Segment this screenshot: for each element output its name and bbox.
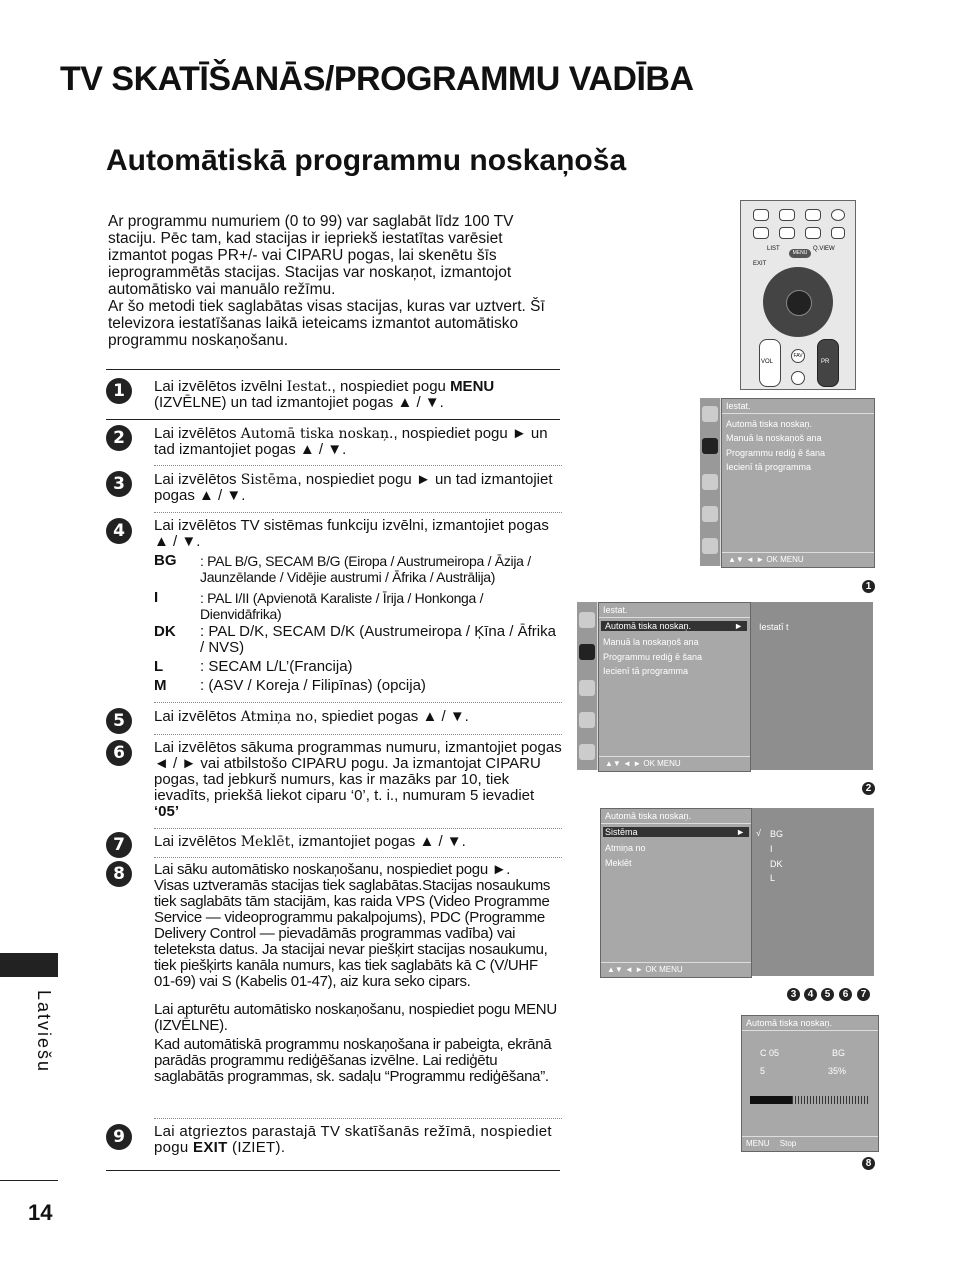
- audio-icon: [702, 474, 718, 490]
- divider: [154, 512, 562, 513]
- system-value: BG: [832, 1048, 846, 1058]
- figure-label: 1: [862, 580, 875, 593]
- page-number: 14: [28, 1200, 53, 1225]
- option-icon: [702, 538, 718, 554]
- fav-button: FAV: [791, 349, 805, 363]
- figure-label: 4: [804, 988, 817, 1001]
- system-l: L : SECAM L/L’(Francija): [154, 658, 353, 675]
- step-4: Lai izvēlētos TV sistēmas funkciju izvēlni, izmantojiet pogas ▲ / ▼.: [154, 517, 549, 550]
- progress-percent: 35%: [828, 1066, 847, 1076]
- vol-label: VOL: [761, 359, 774, 365]
- ok-button-icon: [786, 290, 812, 316]
- osd-footer: [742, 1136, 878, 1151]
- menu-item[interactable]: Manuā la noskaņoš ana: [726, 433, 822, 443]
- osd-screen-4: [741, 1015, 879, 1152]
- key-name: EXIT: [193, 1139, 228, 1156]
- menu-name: Sistēma: [240, 472, 298, 488]
- slow-button-icon: [805, 227, 821, 239]
- check-icon: √: [756, 828, 761, 838]
- menu-item[interactable]: Atmiņa no: [605, 843, 646, 853]
- osd-header: Iestat.: [599, 603, 750, 618]
- osd-submenu-panel: [751, 602, 873, 770]
- record-button-icon: [831, 209, 845, 221]
- menu-item[interactable]: Iecienī tā programma: [603, 666, 689, 676]
- exit-label: EXIT: [753, 261, 767, 267]
- page-title: TV SKATĪŠANĀS/PROGRAMMU VADĪBA: [60, 60, 694, 98]
- intro-text: [108, 213, 564, 349]
- step-1: Lai izvēlētos izvēlni Iestat., nospiediet pogu MENU (IZVĒLNE) un tad izmantojiet pogas ▲ / ▼.: [154, 378, 495, 411]
- play-button-icon: [779, 209, 795, 221]
- osd-screen-2: [598, 602, 751, 772]
- option-item[interactable]: DK: [770, 859, 783, 869]
- system-dk: DK : PAL D/K, SECAM D/K (Austrumeiropa / Ķīna / Āfrika / NVS): [154, 623, 556, 656]
- divider: [106, 419, 560, 420]
- step-number-2: 2: [106, 425, 132, 451]
- menu-item[interactable]: Manuā la noskaņoš ana: [603, 637, 699, 647]
- language-label: Latviešu: [34, 990, 54, 1074]
- progress-fill: [750, 1096, 792, 1104]
- stop-button-icon: [753, 209, 769, 221]
- menu-item-selected[interactable]: Automā tiska noskaņ. ►: [601, 621, 747, 631]
- step-number-9: 9: [106, 1124, 132, 1150]
- step-number-1: 1: [106, 378, 132, 404]
- rewind-button-icon: [753, 227, 769, 239]
- osd-submenu-panel: [752, 808, 874, 976]
- divider: [154, 857, 562, 858]
- pause-button-icon: [805, 209, 821, 221]
- picture-icon: [579, 644, 595, 660]
- osd-footer: ▲▼ ◄ ► OK MENU: [599, 756, 750, 771]
- step-2: Lai izvēlētos Automā tiska noskaņ., nospiediet pogu ► un tad izmantojiet pogas ▲ / ▼.: [154, 425, 548, 458]
- divider: [0, 1180, 58, 1181]
- osd-screen-3: [600, 808, 752, 978]
- osd-footer: ▲▼ ◄ ► OK MENU: [722, 552, 874, 567]
- clock-icon: [702, 506, 718, 522]
- menu-item[interactable]: Automā tiska noskaņ.: [726, 419, 813, 429]
- figure-label: 7: [857, 988, 870, 1001]
- stop-label: Stop: [779, 1139, 797, 1148]
- pr-label: PR: [821, 359, 830, 365]
- system-bg: BG : PAL B/G, SECAM B/G (Eiropa / Austrumeiropa / Āzija / Jaunzēlande / Vidējie austrumi / Āfrika / Austrālija): [154, 552, 531, 585]
- qview-label: Q.VIEW: [813, 246, 835, 252]
- clock-icon: [579, 712, 595, 728]
- option-item[interactable]: I: [770, 844, 773, 854]
- remote-control-illustration: [740, 200, 856, 390]
- option-item[interactable]: BG: [770, 829, 784, 839]
- list-label: LIST: [767, 246, 780, 252]
- divider: [154, 702, 562, 703]
- divider: [106, 1170, 560, 1171]
- system-m: M : (ASV / Koreja / Filipīnas) (opcija): [154, 677, 426, 694]
- step-number-8: 8: [106, 861, 132, 887]
- menu-item[interactable]: Meklēt: [605, 858, 632, 868]
- menu-button: MENU: [789, 249, 811, 258]
- step-9: Lai atgrieztos parastajā TV skatīšanās režīmā, nospiediet pogu EXIT (IZIET).: [154, 1123, 552, 1156]
- figure-label: 6: [839, 988, 852, 1001]
- menu-name: Meklēt: [240, 834, 291, 850]
- step-number-5: 5: [106, 708, 132, 734]
- picture-icon: [702, 438, 718, 454]
- osd-header: Automā tiska noskaņ.: [601, 809, 751, 824]
- menu-item[interactable]: Programmu rediģ ē šana: [726, 448, 826, 458]
- forward-button-icon: [779, 227, 795, 239]
- menu-item-selected[interactable]: Sistēma ►: [603, 827, 749, 837]
- progress-bar: [750, 1096, 870, 1104]
- audio-icon: [579, 680, 595, 696]
- osd-footer: ▲▼ ◄ ► OK MENU: [601, 962, 751, 977]
- step-7: Lai izvēlētos Meklēt, izmantojiet pogas ▲ / ▼.: [154, 833, 466, 850]
- antenna-icon: [579, 612, 595, 628]
- menu-name: Automā tiska noskaņ.: [240, 426, 394, 442]
- system-i: I : PAL I/II (Apvienotā Karaliste / Īrija / Honkonga / Dienvidāfrika): [154, 589, 484, 622]
- step-number-4: 4: [106, 518, 132, 544]
- step-number-6: 6: [106, 740, 132, 766]
- menu-name: Iestat.: [286, 379, 332, 395]
- osd-screen-1: [721, 398, 875, 568]
- osd-header: Iestat.: [722, 399, 874, 414]
- divider: [154, 734, 562, 735]
- menu-name: Atmiņa no: [240, 709, 314, 725]
- antenna-icon: [702, 406, 718, 422]
- menu-icon-column: [700, 398, 721, 566]
- menu-item[interactable]: Programmu rediģ ē šana: [603, 652, 703, 662]
- channel-value: C 05: [760, 1048, 780, 1058]
- osd-header: Automā tiska noskaņ.: [742, 1016, 878, 1031]
- step-8: Lai sāku automātisko noskaņošanu, nospiediet pogu ►. Visas uztveramās stacijas tiek saglabātas.Stacijas nosaukums tiek saglabāts tām stacijām, kas raida VPS (Video Programme Service — videoprogrammu pakalpojums), PDC (Programme Delivery Control — pievadāmās programmas vadība) vai teleteksta datus. Ja stacijai nevar piešķirt stacijas nosaukumu, tiek piešķirts kanāla numurs, kas tiek saglabāts kā C (V/UHF 01-69) vai S (Kabelis 01-47), aiz kura seko cipars. Lai apturētu automātisko noskaņošanu, nospiediet pogu MENU (IZVĒLNE). Kad automātiskā programmu noskaņošana ir pabeigta, ekrānā parādās programmu rediģēšanas izvēlne. Lai rediģētu saglabātās programmas, sk. sadaļu “Programmu rediģēšana”.: [154, 861, 557, 1085]
- menu-item[interactable]: Iecienī tā programma: [726, 462, 812, 472]
- program-value: 5: [760, 1066, 766, 1076]
- step-5: Lai izvēlētos Atmiņa no, spiediet pogas ▲ / ▼.: [154, 708, 469, 725]
- divider: [154, 828, 562, 829]
- figure-label: 2: [862, 782, 875, 795]
- divider: [154, 465, 562, 466]
- step-number-7: 7: [106, 832, 132, 858]
- arrow-right-icon: ►: [736, 827, 745, 837]
- intro-paragraph: Ar programmu numuriem (0 to 99) var saglabāt līdz 100 TV staciju. Pēc tam, kad stacijas ir iepriekš iestatītas varēsiet izmantot pogas PR+/- vai CIPARU pogas, lai skenētu šīs ieprogrammētās stacijas. Stacijas var noskaņot, izmantojot automātisko vai manuālo režīmu.: [108, 213, 514, 298]
- figure-label: 3: [787, 988, 800, 1001]
- submenu-item[interactable]: Iestatī t: [759, 622, 789, 632]
- divider: [106, 369, 560, 370]
- divider: [154, 1118, 562, 1119]
- section-title: Automātiskā programmu noskaņoša: [106, 144, 627, 177]
- figure-label: 8: [862, 1157, 875, 1170]
- step-6: Lai izvēlētos sākuma programmas numuru, izmantojiet pogas ◄ / ► vai atbilstošo CIPARU pogu. Ja izmantojat CIPARU pogas, tad jebkurš numurs, kas ir mazāks par 10, tiek ievadīts, priekšā liekot ciparu ‘0’, t. i., numuram 5 ievadiet ‘05’: [154, 739, 562, 820]
- intro-paragraph: Ar šo metodi tiek saglabātas visas stacijas, kuras var uztvert. Šī televizora iestatīšanas laikā ieteicams izmantot automātisko programmu noskaņošanu.: [108, 298, 545, 349]
- menu-icon-column: [577, 602, 598, 770]
- option-icon: [579, 744, 595, 760]
- figure-label: 5: [821, 988, 834, 1001]
- skip-button-icon: [831, 227, 845, 239]
- option-item[interactable]: L: [770, 873, 776, 883]
- key-name: MENU: [450, 378, 495, 395]
- arrow-right-icon: ►: [734, 621, 743, 631]
- language-tab: [0, 953, 58, 977]
- menu-key-label: MENU: [746, 1139, 770, 1148]
- step-number-3: 3: [106, 471, 132, 497]
- mute-button-icon: [791, 371, 805, 385]
- step-3: Lai izvēlētos Sistēma, nospiediet pogu ► un tad izmantojiet pogas ▲ / ▼.: [154, 471, 553, 504]
